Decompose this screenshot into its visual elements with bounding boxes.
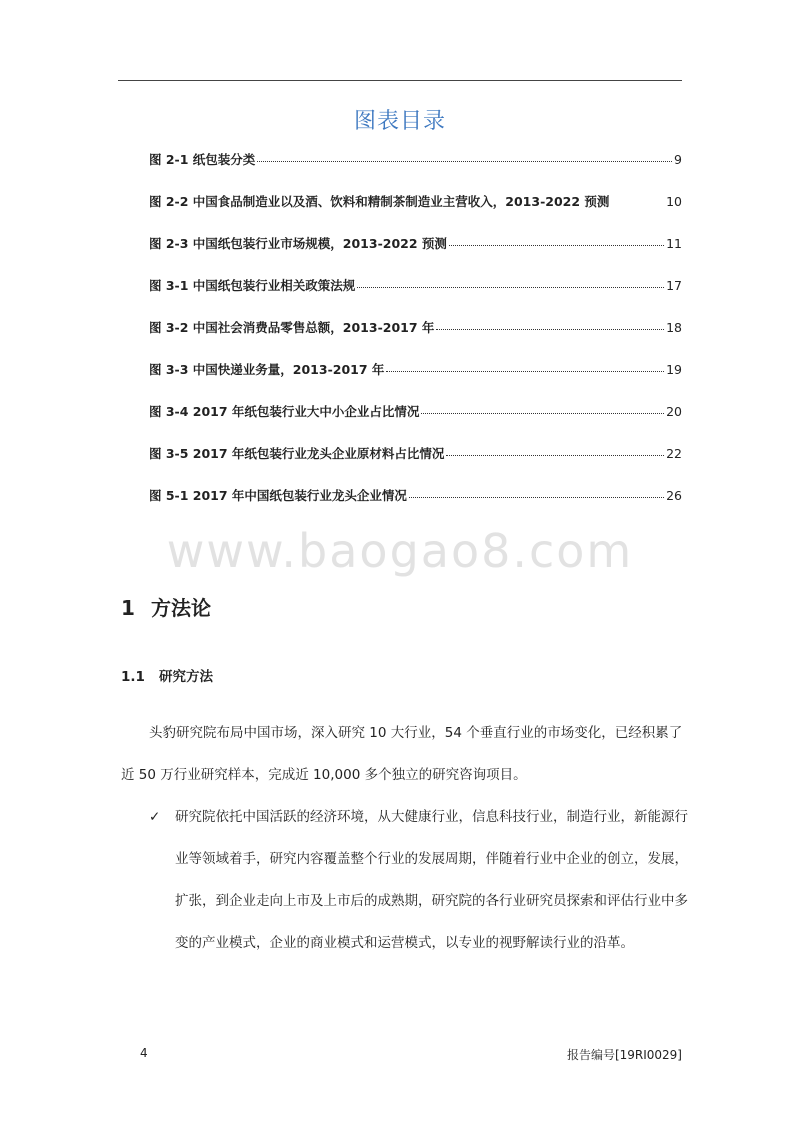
toc-entry[interactable] <box>149 360 682 380</box>
paragraph-text: 头豹研究院布局中国市场，深入研究 10 大行业，54 个垂直行业的市场变化，已经积累了近 50 万行业研究样本，完成近 10,000 多个独立的研究咨询项目。 <box>121 725 683 783</box>
toc-entry-label: 图 2-2 中国食品制造业以及酒、饮料和精制茶制造业主营收入，2013-2022 预测 <box>149 194 610 209</box>
bullet-item <box>149 796 689 964</box>
toc-entry-page: 20 <box>666 404 682 419</box>
toc-entry[interactable] <box>149 402 682 422</box>
toc-entry-page: 18 <box>666 320 682 335</box>
subsection-number: 1.1 <box>121 669 145 685</box>
page-number: 4 <box>140 1046 148 1060</box>
toc-leader-dots <box>386 370 664 372</box>
subsection-title: 研究方法 <box>159 669 213 685</box>
toc-entry-label: 图 3-4 2017 年纸包装行业大中小企业占比情况 <box>149 404 420 419</box>
toc-entry-label: 图 3-2 中国社会消费品零售总额，2013-2017 年 <box>149 320 435 335</box>
toc-entry-label: 图 2-3 中国纸包装行业市场规模，2013-2022 预测 <box>149 236 447 251</box>
toc-entry-page: 22 <box>666 446 682 461</box>
toc-entry-label: 图 2-1 纸包装分类 <box>149 152 256 167</box>
body-paragraph <box>121 712 687 796</box>
toc-leader-dots <box>357 286 664 288</box>
toc-entry[interactable] <box>149 276 682 296</box>
subsection-heading <box>121 665 213 685</box>
section-number: 1 <box>121 596 135 620</box>
toc-entry-label: 图 3-5 2017 年纸包装行业龙头企业原材料占比情况 <box>149 446 445 461</box>
bullet-text: 研究院依托中国活跃的经济环境，从大健康行业，信息科技行业，制造行业，新能源行业等领域着手，研究内容覆盖整个行业的发展周期，伴随着行业中企业的创立，发展，扩张，到企业走向上市及上市后的成熟期，研究院的各行业研究员探索和评估行业中多变的产业模式，企业的商业模式和运营模式，以专业的视野解读行业的沿革。 <box>175 809 688 951</box>
toc-entry-page: 9 <box>674 152 682 167</box>
toc-entry[interactable] <box>149 192 682 212</box>
report-id: 报告编号[19RI0029] <box>566 1048 682 1062</box>
section-title: 方法论 <box>151 596 211 620</box>
toc-entry-page: 10 <box>666 194 682 209</box>
toc-entry[interactable] <box>149 444 682 464</box>
checkmark-icon: ✓ <box>149 809 161 825</box>
toc-entry-page: 17 <box>666 278 682 293</box>
toc-entry[interactable] <box>149 486 682 506</box>
toc-entry[interactable] <box>149 234 682 254</box>
toc-entry-label: 图 5-1 2017 年中国纸包装行业龙头企业情况 <box>149 488 407 503</box>
toc-leader-dots <box>409 496 664 498</box>
toc-entry-page: 19 <box>666 362 682 377</box>
toc-title: 图表目录 <box>353 109 446 134</box>
toc-entry[interactable] <box>149 318 682 338</box>
section-heading <box>121 592 211 621</box>
header-rule <box>118 80 682 81</box>
toc-leader-dots <box>421 412 664 414</box>
toc-leader-dots <box>449 244 664 246</box>
toc-entry-label: 图 3-3 中国快递业务量，2013-2017 年 <box>149 362 385 377</box>
toc-entry-page: 26 <box>666 488 682 503</box>
toc-entry-page: 11 <box>666 236 682 251</box>
toc-leader-dots <box>257 160 672 162</box>
toc-entry-label: 图 3-1 中国纸包装行业相关政策法规 <box>149 278 356 293</box>
toc-leader-dots <box>436 328 664 330</box>
watermark: www.baogao8.com <box>166 524 634 578</box>
toc-entry[interactable] <box>149 150 682 170</box>
toc-leader-dots <box>446 454 664 456</box>
toc-leader-dots <box>609 203 666 204</box>
